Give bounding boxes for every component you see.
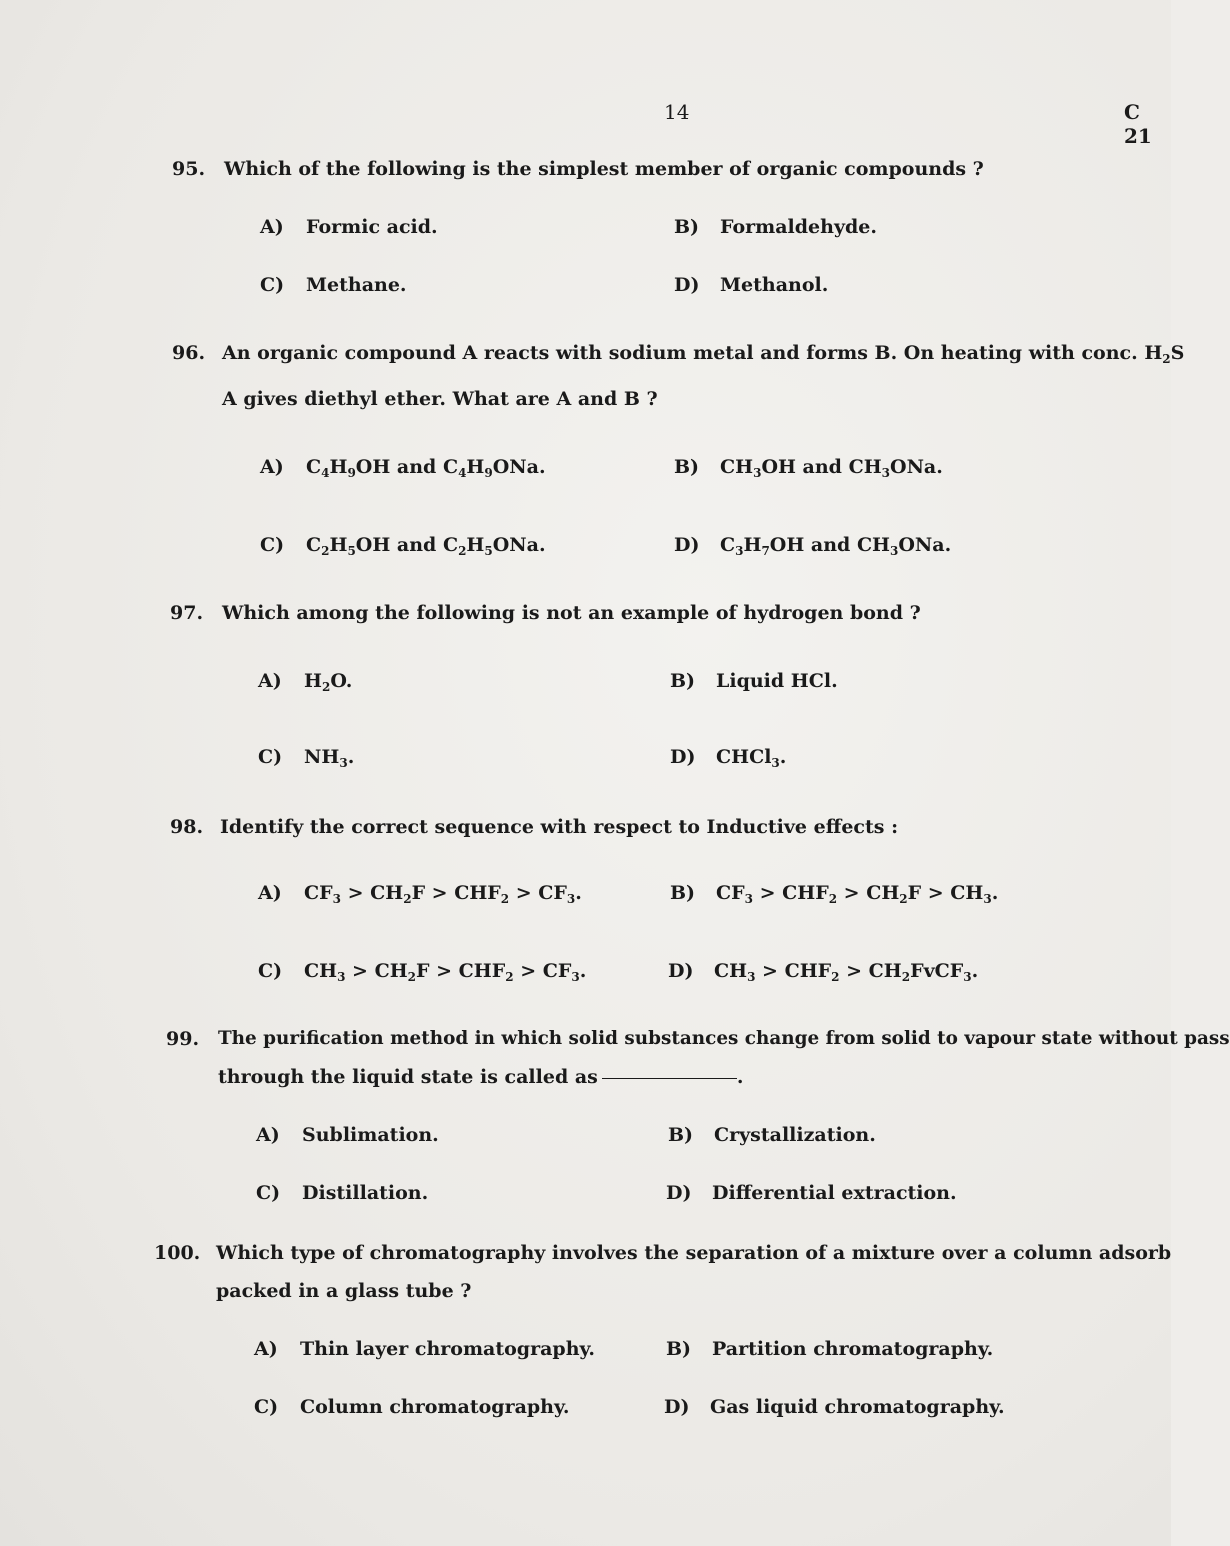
- option-formula: [716, 746, 786, 768]
- option-formula: [304, 670, 352, 692]
- option-b[interactable]: [674, 216, 877, 238]
- option-letter: A): [260, 456, 284, 478]
- option-b[interactable]: [666, 1338, 993, 1360]
- formula-text: O.: [330, 670, 353, 692]
- option-text: Thin layer chromatography.: [300, 1338, 595, 1360]
- option-letter: C): [254, 1396, 279, 1418]
- subscript: 3: [890, 544, 899, 558]
- question-number: 99.: [166, 1028, 200, 1050]
- question-number: 96.: [172, 342, 206, 364]
- option-d[interactable]: [674, 534, 951, 558]
- question-line-tail: S: [1170, 342, 1185, 364]
- option-b[interactable]: [670, 670, 838, 692]
- subscript: 2: [500, 892, 510, 906]
- formula-text: .: [579, 960, 587, 982]
- question-number: 97.: [170, 602, 204, 624]
- formula-text: > CH: [345, 960, 408, 982]
- option-formula: [304, 960, 586, 982]
- formula-text: .: [779, 746, 787, 768]
- option-letter: B): [674, 456, 700, 478]
- option-text: Liquid HCl.: [716, 670, 838, 692]
- option-letter: C): [260, 534, 285, 556]
- option-text: Column chromatography.: [300, 1396, 570, 1418]
- subscript: 2: [899, 892, 908, 906]
- option-formula: [306, 456, 546, 478]
- option-letter: A): [258, 670, 282, 692]
- option-text: Methanol.: [720, 274, 829, 296]
- option-c[interactable]: [260, 534, 546, 558]
- option-letter: B): [670, 882, 696, 904]
- formula-text: .: [347, 746, 355, 768]
- option-letter: C): [256, 1182, 281, 1204]
- formula-text: CHCl: [716, 746, 772, 768]
- formula-text: H: [329, 534, 348, 556]
- subscript: 2: [901, 970, 911, 984]
- option-letter: D): [670, 746, 696, 768]
- formula-text: OH and CH: [761, 456, 882, 478]
- option-letter: D): [674, 274, 700, 296]
- option-text: Sublimation.: [302, 1124, 439, 1146]
- option-text: Formaldehyde.: [720, 216, 877, 238]
- option-d[interactable]: [668, 960, 978, 984]
- option-a[interactable]: [254, 1338, 595, 1360]
- formula-text: OH and C: [355, 456, 459, 478]
- formula-text: > CH: [839, 960, 902, 982]
- option-d[interactable]: [666, 1182, 957, 1204]
- option-text: Distillation.: [302, 1182, 429, 1204]
- formula-text: FvCF: [910, 960, 964, 982]
- option-formula: [306, 534, 546, 556]
- subscript: 2: [321, 544, 330, 558]
- subscript: 3: [771, 756, 780, 770]
- subscript: 5: [347, 544, 356, 558]
- formula-text: NH: [304, 746, 340, 768]
- answer-blank: [602, 1078, 737, 1079]
- formula-text: OH and CH: [769, 534, 891, 556]
- formula-text: ONa.: [890, 456, 943, 478]
- formula-text: CF: [716, 882, 745, 904]
- formula-text: ONa.: [492, 456, 546, 478]
- option-letter: C): [258, 960, 283, 982]
- formula-text: C: [720, 534, 736, 556]
- formula-text: CH: [720, 456, 754, 478]
- formula-text: > CHF: [755, 960, 832, 982]
- subscript: 2: [321, 680, 331, 694]
- subscript: 3: [881, 466, 891, 480]
- formula-text: H: [466, 534, 485, 556]
- formula-text: C: [306, 456, 322, 478]
- formula-text: .: [991, 882, 999, 904]
- option-d[interactable]: [664, 1396, 1005, 1418]
- option-letter: C): [260, 274, 285, 296]
- formula-text: F > CHF: [411, 882, 501, 904]
- subscript: 3: [963, 970, 972, 984]
- formula-text: OH and C: [355, 534, 459, 556]
- option-formula: [716, 882, 998, 904]
- subscript: 3: [735, 544, 744, 558]
- question-text: The purification method in which solid substances change from solid to vapour state without pass: [218, 1028, 1230, 1049]
- option-letter: A): [256, 1124, 280, 1146]
- formula-text: ONa.: [492, 534, 546, 556]
- subscript: 2: [458, 544, 467, 558]
- question-text: Which of the following is the simplest member of organic compounds ?: [224, 158, 984, 180]
- option-c[interactable]: [258, 960, 586, 984]
- formula-text: H: [329, 456, 348, 478]
- subscript: 3: [566, 892, 576, 906]
- subscript: 4: [458, 466, 467, 480]
- option-formula: [304, 882, 582, 904]
- option-d[interactable]: [670, 746, 786, 770]
- formula-text: CH: [304, 960, 338, 982]
- option-text: Methane.: [306, 274, 407, 296]
- question-text-line2: through the liquid state is called as .: [218, 1066, 744, 1088]
- subscript: 3: [339, 756, 348, 770]
- formula-text: > CH: [340, 882, 404, 904]
- option-letter: B): [670, 670, 696, 692]
- question-number: 100.: [154, 1242, 201, 1264]
- option-letter: D): [666, 1182, 692, 1204]
- option-formula: [714, 960, 978, 982]
- option-letter: B): [674, 216, 700, 238]
- paper-code: C 21: [1124, 100, 1152, 148]
- option-letter: D): [674, 534, 700, 556]
- question-text: Which among the following is not an example of hydrogen bond ?: [222, 602, 921, 624]
- subscript: 5: [484, 544, 493, 558]
- formula-text: H: [466, 456, 485, 478]
- question-number: 98.: [170, 816, 204, 838]
- option-text: Formic acid.: [306, 216, 438, 238]
- option-c[interactable]: [258, 746, 354, 770]
- formula-text: > CHF: [752, 882, 829, 904]
- question-text: Identify the correct sequence with respect to Inductive effects :: [220, 816, 899, 838]
- option-c[interactable]: [260, 274, 407, 296]
- option-letter: B): [666, 1338, 692, 1360]
- option-letter: D): [668, 960, 694, 982]
- option-formula: [720, 534, 951, 556]
- question-text-line2: packed in a glass tube ?: [216, 1280, 472, 1302]
- option-letter: D): [664, 1396, 690, 1418]
- formula-text: > CF: [509, 882, 567, 904]
- page-number: 14: [664, 100, 690, 124]
- subscript: 2: [407, 970, 417, 984]
- option-letter: B): [668, 1124, 694, 1146]
- question-text-line2: A gives diethyl ether. What are A and B ?: [222, 388, 658, 410]
- question-number: 95.: [172, 158, 206, 180]
- question-line: through the liquid state is called as: [218, 1066, 598, 1088]
- subscript: 4: [321, 466, 330, 480]
- formula-text: F > CH: [907, 882, 984, 904]
- option-text: Partition chromatography.: [712, 1338, 994, 1360]
- subscript: 3: [571, 970, 580, 984]
- option-a[interactable]: [260, 216, 438, 238]
- option-letter: A): [254, 1338, 278, 1360]
- option-text: Differential extraction.: [712, 1182, 957, 1204]
- formula-text: .: [971, 960, 979, 982]
- option-a[interactable]: [258, 882, 582, 906]
- formula-text: F > CHF: [416, 960, 506, 982]
- formula-text: C: [306, 534, 322, 556]
- option-c[interactable]: [256, 1182, 428, 1204]
- option-a[interactable]: [258, 670, 352, 694]
- option-b[interactable]: [670, 882, 998, 906]
- subscript: 3: [983, 892, 992, 906]
- subscript: 2: [828, 892, 838, 906]
- subscript: 2: [1162, 352, 1171, 366]
- formula-text: .: [575, 882, 582, 904]
- question-text: [222, 342, 1184, 366]
- option-a[interactable]: [260, 456, 546, 480]
- subscript: 3: [753, 466, 762, 480]
- question-line: An organic compound A reacts with sodium metal and forms B. On heating with conc. H: [222, 342, 1163, 364]
- formula-text: > CF: [513, 960, 572, 982]
- option-d[interactable]: [674, 274, 828, 296]
- option-b[interactable]: [668, 1124, 876, 1146]
- option-letter: A): [258, 882, 282, 904]
- subscript: 2: [403, 892, 412, 906]
- subscript: 9: [484, 466, 493, 480]
- option-formula: [720, 456, 943, 478]
- formula-text: CH: [714, 960, 748, 982]
- formula-text: ONa.: [898, 534, 952, 556]
- option-text: Crystallization.: [714, 1124, 876, 1146]
- option-formula: [304, 746, 354, 768]
- question-text: Which type of chromatography involves the separation of a mixture over a column adsorb: [216, 1242, 1172, 1264]
- subscript: 2: [831, 970, 840, 984]
- option-b[interactable]: [674, 456, 943, 480]
- subscript: 7: [761, 544, 770, 558]
- formula-text: H: [743, 534, 762, 556]
- subscript: 3: [744, 892, 753, 906]
- formula-text: CF: [304, 882, 333, 904]
- formula-text: > CH: [837, 882, 900, 904]
- subscript: 9: [347, 466, 356, 480]
- subscript: 3: [747, 970, 756, 984]
- option-letter: C): [258, 746, 283, 768]
- subscript: 3: [337, 970, 346, 984]
- formula-text: H: [304, 670, 322, 692]
- subscript: 2: [505, 970, 514, 984]
- option-a[interactable]: [256, 1124, 439, 1146]
- option-letter: A): [260, 216, 284, 238]
- option-c[interactable]: [254, 1396, 569, 1418]
- option-text: Gas liquid chromatography.: [710, 1396, 1005, 1418]
- subscript: 3: [332, 892, 341, 906]
